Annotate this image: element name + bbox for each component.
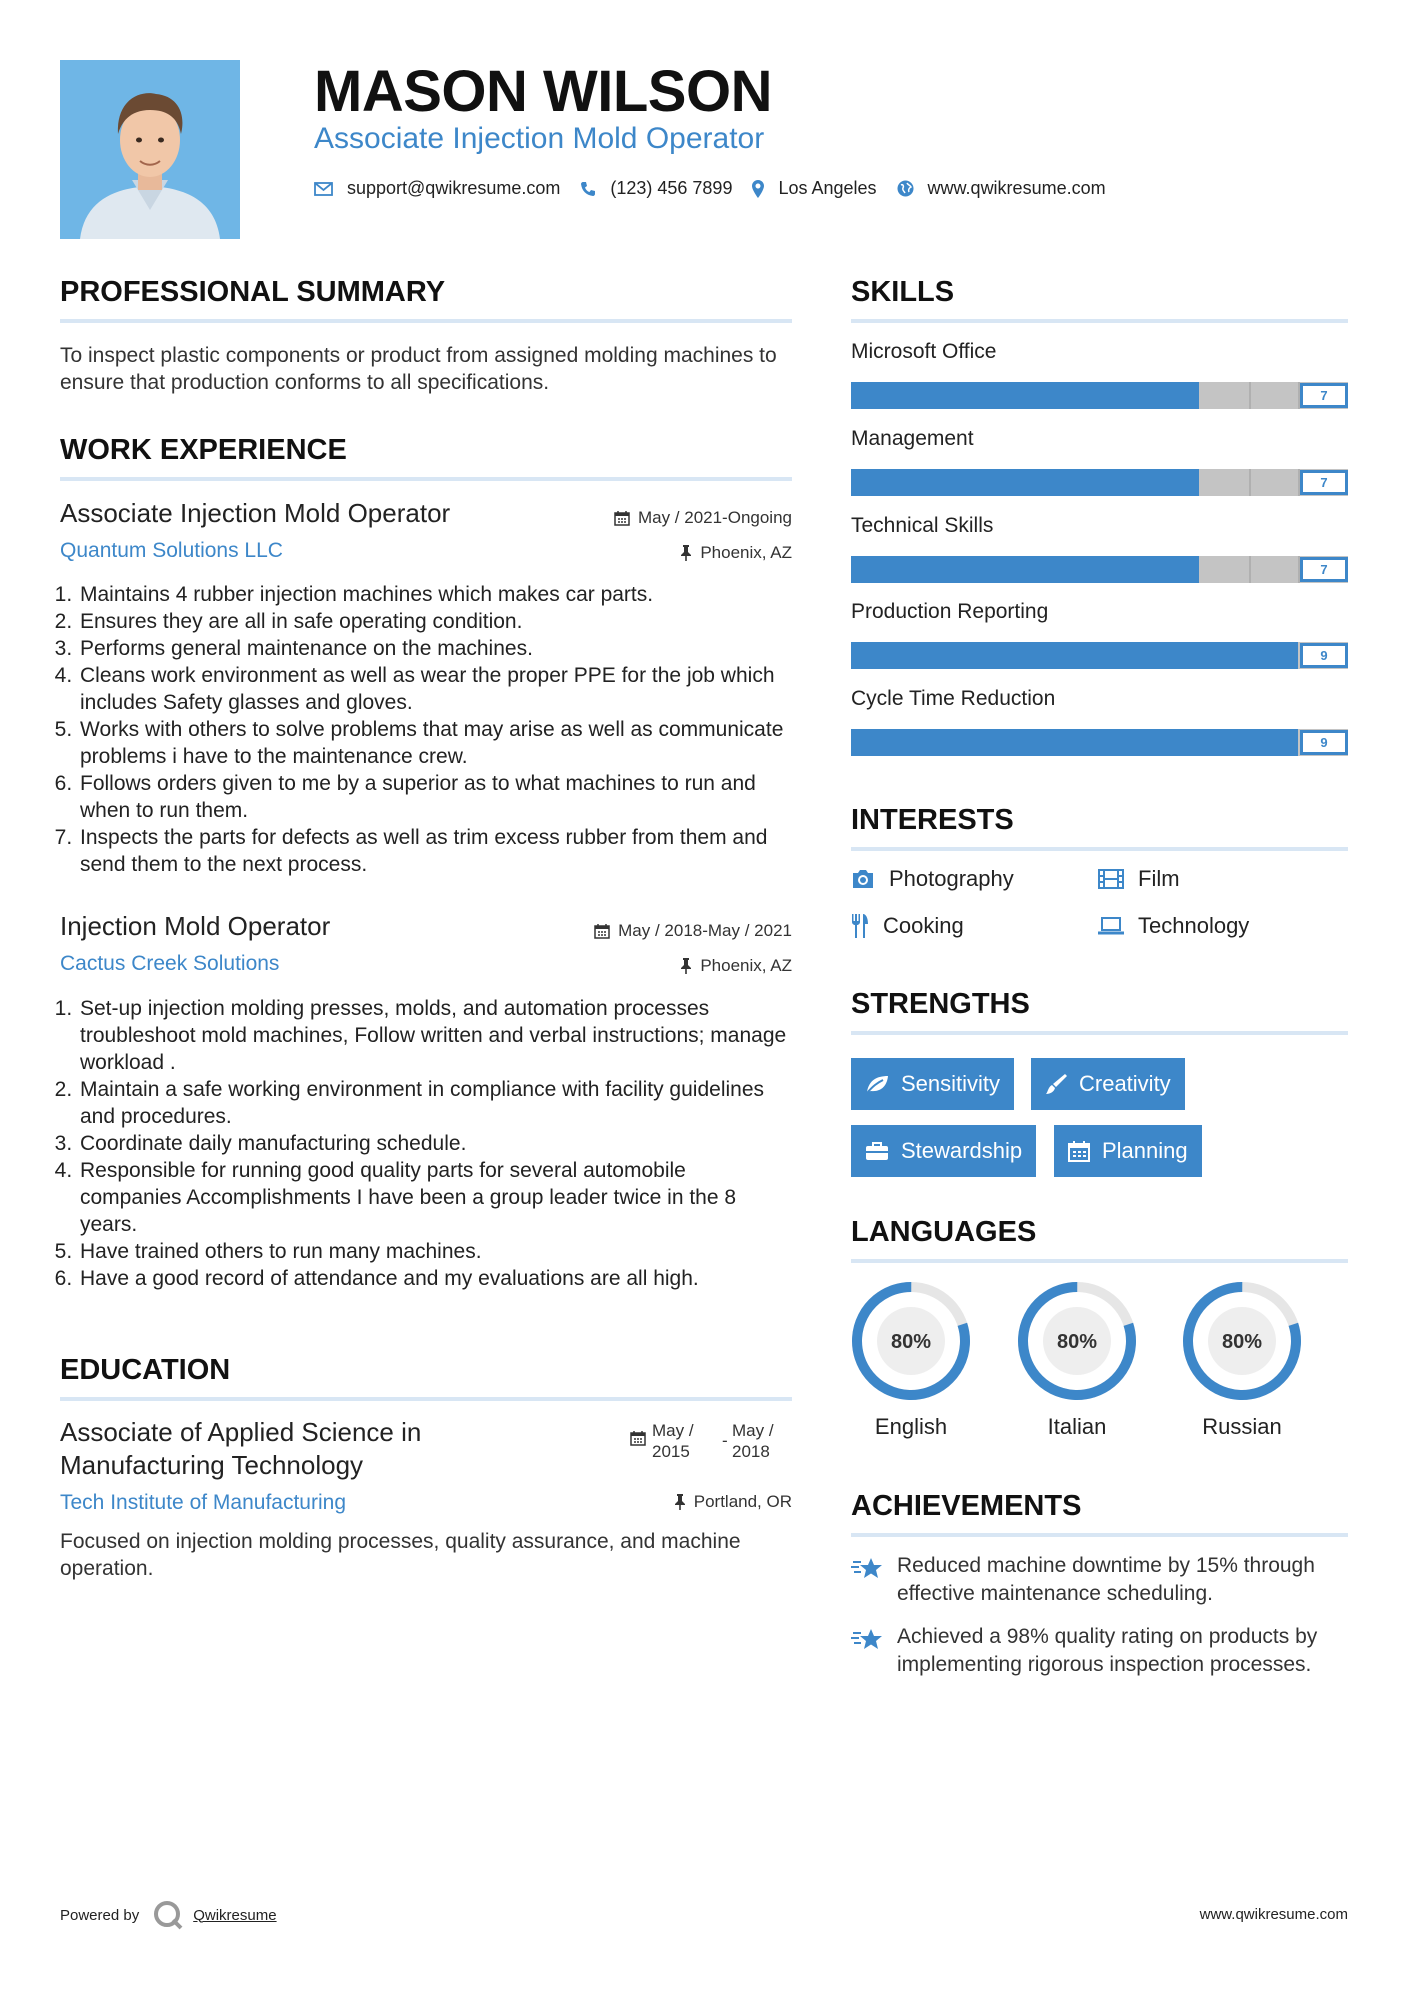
strength-badge <box>1031 1058 1185 1110</box>
pushpin-icon <box>680 958 692 974</box>
skill-level-badge: 7 <box>1300 470 1348 495</box>
languages-heading: LANGUAGES <box>851 1216 1037 1248</box>
strengths-heading: STRENGTHS <box>851 988 1030 1020</box>
language-percent-label: 80% <box>1056 1331 1098 1353</box>
summary-text: To inspect plastic components or product from assigned molding machines to ensure that production conforms to all specifications. <box>60 344 777 394</box>
phone-icon <box>580 181 596 197</box>
school-name: Tech Institute of Manufacturing <box>60 1491 346 1514</box>
duty-item: 4. Cleans work environment as well as wear the proper PPE for the job which includes Safety glasses and gloves. <box>78 662 792 716</box>
job-date <box>594 921 792 941</box>
education-location <box>674 1492 792 1512</box>
calendar-icon <box>614 510 630 526</box>
calendar-icon <box>1068 1140 1090 1162</box>
skill-level-badge: 7 <box>1300 557 1348 582</box>
skill-level-badge: 7 <box>1300 383 1348 408</box>
qwikresume-link[interactable]: Qwikresume <box>193 1906 277 1924</box>
duty-item: 2. Maintain a safe working environment in compliance with facility guidelines and procedures. <box>78 1076 792 1130</box>
duties-list <box>60 995 792 1292</box>
education-rule <box>60 1397 792 1401</box>
skill-bar-fill <box>851 642 1298 669</box>
duty-item: 3. Coordinate daily manufacturing schedule. <box>78 1130 792 1157</box>
job-location <box>680 543 792 563</box>
job-location <box>680 956 792 976</box>
skill-bar <box>851 382 1348 409</box>
briefcase-icon <box>865 1141 889 1161</box>
language-name: Russian <box>1202 1414 1282 1439</box>
paintbrush-icon <box>1045 1073 1067 1095</box>
achievement-item <box>851 1552 1348 1608</box>
envelope-icon <box>314 182 333 196</box>
skill-name: Cycle Time Reduction <box>851 687 1056 710</box>
strength-badge <box>851 1058 1014 1110</box>
duty-item: 2. Ensures they are all in safe operating condition. <box>78 608 792 635</box>
globe-icon <box>897 180 914 197</box>
duty-item: 1. Maintains 4 rubber injection machines which makes car parts. <box>78 581 792 608</box>
contact-location-text: Los Angeles <box>778 178 877 198</box>
education-dates <box>630 1420 802 1462</box>
interest-item <box>851 866 1014 892</box>
skill-bar <box>851 556 1348 583</box>
degree-title: Associate of Applied Science in Manufacturing Technology <box>60 1417 422 1480</box>
powered-by-text: Powered by <box>60 1906 140 1924</box>
contact-phone-text: (123) 456 7899 <box>610 178 733 198</box>
job-date <box>614 508 792 528</box>
duty-item: 3. Performs general maintenance on the machines. <box>78 635 792 662</box>
contact-phone[interactable] <box>580 178 732 199</box>
camera-icon <box>851 869 875 889</box>
language-donut <box>1015 1279 1139 1403</box>
job-location-text: Phoenix, AZ <box>700 956 792 975</box>
education-date-separator: - <box>722 1431 728 1450</box>
summary-heading: PROFESSIONAL SUMMARY <box>60 276 446 308</box>
candidate-name: MASON WILSON <box>314 59 772 124</box>
job-date-text: May / 2021-Ongoing <box>637 508 792 527</box>
interest-label: Photography <box>889 866 1014 891</box>
contact-website[interactable] <box>897 178 1106 199</box>
skill-bar-fill <box>851 382 1199 409</box>
strength-label: Creativity <box>1079 1071 1171 1096</box>
language-donut <box>849 1279 973 1403</box>
strengths-rule <box>851 1031 1348 1035</box>
skill-bar-fill <box>851 729 1298 756</box>
footer-powered-by <box>60 1900 277 1930</box>
qwikresume-logo-icon <box>153 1900 183 1930</box>
skills-rule <box>851 319 1348 323</box>
interest-label: Technology <box>1138 913 1250 938</box>
shooting-star-icon <box>851 1554 885 1582</box>
interest-item <box>851 913 964 939</box>
footer-website[interactable]: www.qwikresume.com <box>1199 1906 1348 1923</box>
achievement-text: Achieved a 98% quality rating on products by implementing rigorous inspection processes. <box>897 1625 1318 1676</box>
strength-label: Stewardship <box>901 1138 1023 1163</box>
language-name: Italian <box>1047 1414 1107 1439</box>
strength-label: Planning <box>1102 1138 1188 1163</box>
skill-name: Management <box>851 427 974 450</box>
strength-badge <box>851 1125 1036 1177</box>
skill-bar <box>851 642 1348 669</box>
skill-name: Technical Skills <box>851 514 994 537</box>
laptop-icon <box>1098 917 1124 935</box>
skill-bar <box>851 469 1348 496</box>
film-icon <box>1098 869 1124 889</box>
profile-photo <box>60 60 240 239</box>
achievements-rule <box>851 1533 1348 1537</box>
education-location-text: Portland, OR <box>693 1492 792 1511</box>
experience-heading: WORK EXPERIENCE <box>60 434 347 466</box>
duty-item: 5. Have trained others to run many machines. <box>78 1238 792 1265</box>
map-pin-icon <box>752 180 764 198</box>
skill-bar-divider <box>1249 382 1251 409</box>
achievements-heading: ACHIEVEMENTS <box>851 1490 1082 1522</box>
job-date-text: May / 2018-May / 2021 <box>618 921 792 940</box>
shooting-star-icon <box>851 1625 885 1653</box>
interest-label: Film <box>1138 866 1180 891</box>
interests-rule <box>851 847 1348 851</box>
skill-level-badge: 9 <box>1300 730 1348 755</box>
job-location-text: Phoenix, AZ <box>700 543 792 562</box>
strength-badge <box>1054 1125 1202 1177</box>
achievement-text: Reduced machine downtime by 15% through effective maintenance scheduling. <box>897 1554 1315 1605</box>
contact-email[interactable] <box>314 178 560 199</box>
candidate-title: Associate Injection Mold Operator <box>314 122 765 155</box>
utensils-icon <box>851 914 869 938</box>
contact-email-text: support@qwikresume.com <box>347 178 561 198</box>
duty-item: 4. Responsible for running good quality parts for several automobile companies Accomplishments I have been a group leader twice in the 8 years. <box>78 1157 792 1238</box>
achievement-item <box>851 1623 1348 1679</box>
interest-item <box>1098 913 1249 939</box>
leaf-icon <box>865 1074 889 1094</box>
pushpin-icon <box>674 1494 686 1510</box>
duty-item: 6. Follows orders given to me by a superior as to what machines to run and when to run them. <box>78 770 792 824</box>
interests-heading: INTERESTS <box>851 804 1014 836</box>
contact-location <box>752 178 876 199</box>
company-name: Quantum Solutions LLC <box>60 539 283 562</box>
skill-bar-divider <box>1249 469 1251 496</box>
language-donut <box>1180 1279 1304 1403</box>
contact-website-text: www.qwikresume.com <box>927 178 1106 198</box>
language-percent-label: 80% <box>1221 1331 1263 1353</box>
contact-bar <box>314 178 1126 199</box>
education-heading: EDUCATION <box>60 1354 231 1386</box>
skill-bar-divider <box>1249 556 1251 583</box>
interest-item <box>1098 866 1180 892</box>
education-description: Focused on injection molding processes, quality assurance, and machine operation. <box>60 1530 741 1580</box>
duty-item: 6. Have a good record of attendance and my evaluations are all high. <box>78 1265 792 1292</box>
duty-item: 1. Set-up injection molding presses, molds, and automation processes troubleshoot mold machines, Follow written and verbal instructions; manage workload . <box>78 995 792 1076</box>
skill-bar <box>851 729 1348 756</box>
skills-heading: SKILLS <box>851 276 955 308</box>
skill-name: Microsoft Office <box>851 340 997 363</box>
calendar-icon <box>594 923 610 939</box>
duties-list <box>60 581 792 878</box>
skill-bar-fill <box>851 469 1199 496</box>
language-percent-label: 80% <box>890 1331 932 1353</box>
skill-level-badge: 9 <box>1300 643 1348 668</box>
summary-rule <box>60 319 792 323</box>
experience-rule <box>60 477 792 481</box>
pushpin-icon <box>680 545 692 561</box>
calendar-icon <box>630 1430 646 1446</box>
job-title: Associate Injection Mold Operator <box>60 498 451 528</box>
education-end: May / 2018 <box>732 1421 774 1461</box>
duty-item: 7. Inspects the parts for defects as well as trim excess rubber from them and send them to the next process. <box>78 824 792 878</box>
company-name: Cactus Creek Solutions <box>60 952 280 975</box>
languages-rule <box>851 1259 1348 1263</box>
language-name: English <box>874 1414 948 1439</box>
skill-bar-fill <box>851 556 1199 583</box>
education-start: May / 2015 <box>652 1421 694 1461</box>
strength-label: Sensitivity <box>901 1071 1001 1096</box>
interest-label: Cooking <box>883 913 964 938</box>
job-title: Injection Mold Operator <box>60 911 331 941</box>
skill-name: Production Reporting <box>851 600 1049 623</box>
duty-item: 5. Works with others to solve problems that may arise as well as communicate problems i have to the maintenance crew. <box>78 716 792 770</box>
